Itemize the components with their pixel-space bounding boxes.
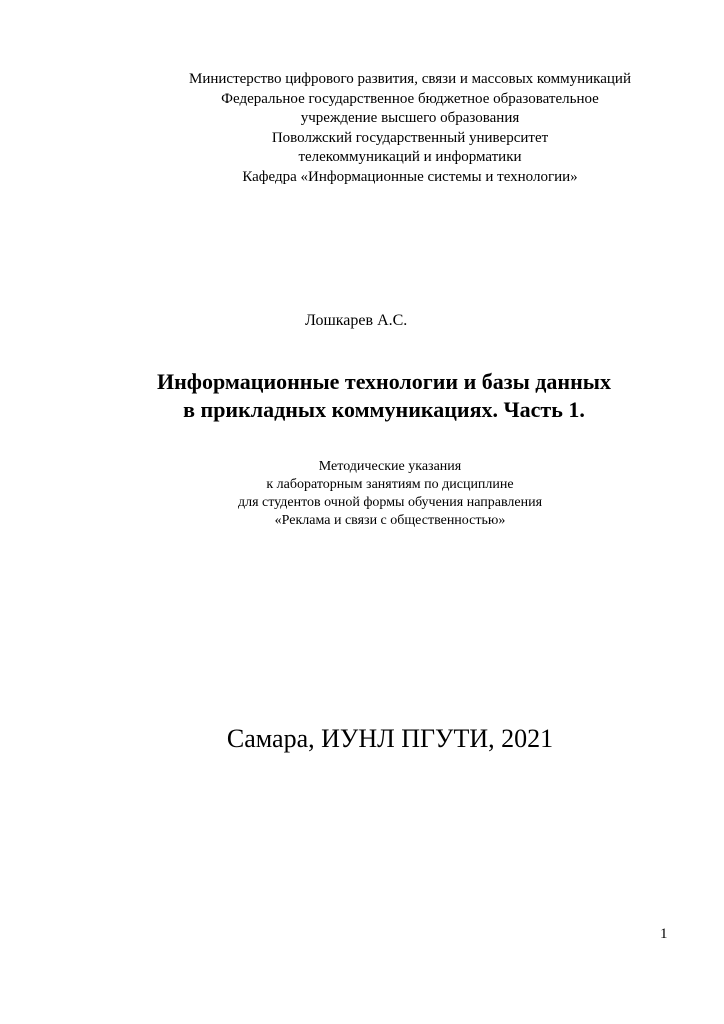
subtitle-line-2: к лабораторным занятиям по дисциплине	[266, 477, 514, 492]
institution-type-line: Федеральное государственное бюджетное образовательное	[221, 90, 599, 107]
author-name: Лошкарев А.С.	[305, 312, 408, 329]
institution-header	[100, 70, 720, 187]
subtitle-line-4: «Реклама и связи с общественностью»	[274, 513, 506, 528]
institution-level-line: учреждение высшего образования	[300, 110, 520, 126]
subtitle-line-1: Методические указания	[318, 459, 462, 474]
page-number: 1	[660, 926, 668, 942]
university-name-line-1: Поволжский государственный университет	[271, 129, 549, 146]
university-name-line-2: телекоммуникаций и информатики	[298, 149, 522, 165]
department-line: Кафедра «Информационные системы и технологии»	[242, 168, 578, 185]
subtitle-line-3: для студентов очной формы обучения направления	[237, 495, 543, 510]
title-line-2: в прикладных коммуникациях. Часть 1.	[183, 397, 585, 422]
title-line-1: Информационные технологии и базы данных	[157, 369, 611, 394]
document-title	[60, 368, 708, 424]
ministry-line: Министерство цифрового развития, связи и массовых коммуникаций	[189, 71, 631, 87]
document-subtitle	[80, 458, 700, 530]
city-publisher-year: Самара, ИУНЛ ПГУТИ, 2021	[226, 724, 554, 753]
